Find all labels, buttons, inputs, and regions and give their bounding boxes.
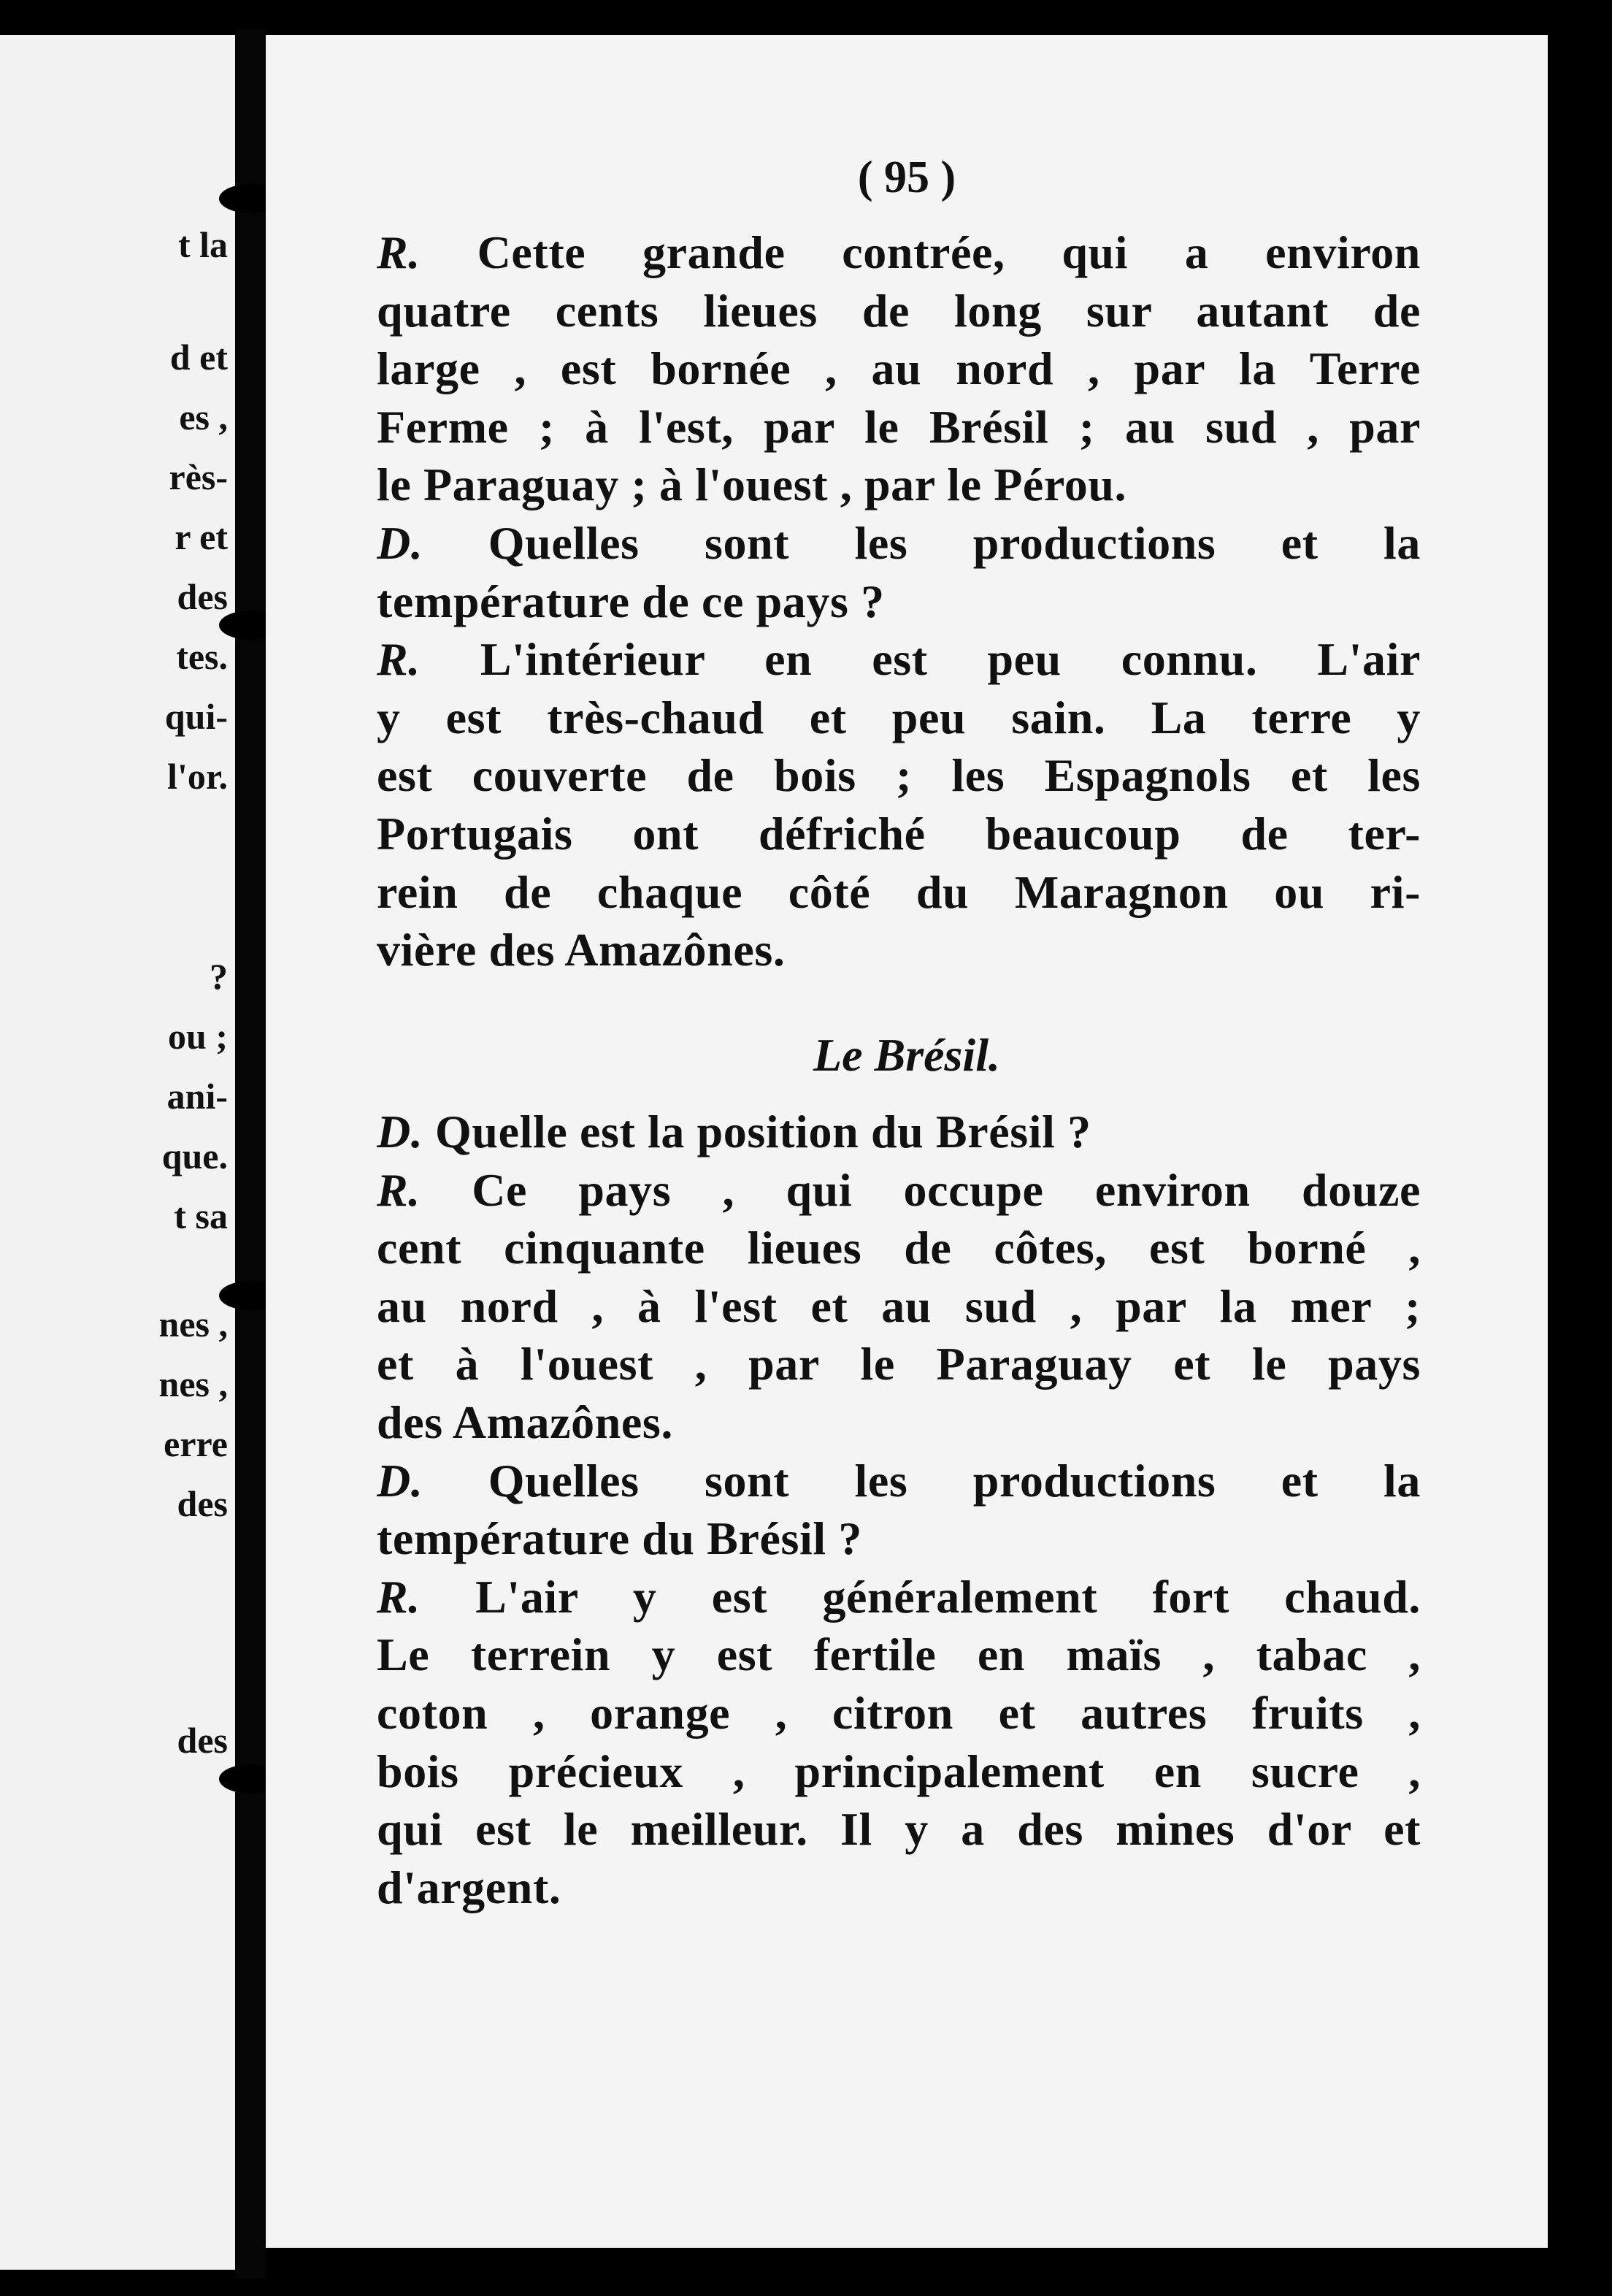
scan-border bbox=[1548, 0, 1612, 2296]
text-line: quatre cents lieues de long sur autant de bbox=[377, 284, 1421, 337]
left-page-text: t sa bbox=[174, 1195, 228, 1236]
text-line: y est très-chaud et peu sain. La terre y bbox=[377, 691, 1421, 743]
section-heading: Le Brésil. bbox=[813, 1029, 1000, 1081]
text-line: rein de chaque côté du Maragnon ou ri- bbox=[377, 865, 1421, 918]
text-line: R. L'air y est généralement fort chaud. bbox=[377, 1570, 1421, 1623]
page-number: ( 95 ) bbox=[857, 153, 956, 202]
left-page-text: nes , bbox=[158, 1304, 228, 1344]
text-line: Le terrein y est fertile en maïs , tabac , bbox=[377, 1629, 1421, 1681]
text-line: D. Quelles sont les productions et la bbox=[377, 1454, 1421, 1507]
text-line: température du Brésil ? bbox=[377, 1512, 862, 1565]
left-page-text: d et bbox=[169, 337, 228, 378]
text-line: cent cinquante lieues de côtes, est borné , bbox=[377, 1222, 1421, 1274]
left-page-text: t la bbox=[177, 224, 228, 265]
left-page-text: ou ; bbox=[168, 1016, 228, 1057]
text-line: R. Cette grande contrée, qui a environ bbox=[377, 226, 1421, 278]
left-page-text: qui- bbox=[164, 696, 228, 737]
text-line: Portugais ont défriché beaucoup de ter- bbox=[377, 807, 1421, 860]
left-page-text: ? bbox=[210, 956, 228, 997]
left-page-text: que. bbox=[161, 1136, 228, 1176]
text-line: au nord , à l'est et au sud , par la mer ; bbox=[377, 1279, 1421, 1332]
book-page bbox=[266, 35, 1548, 2248]
text-line: d'argent. bbox=[377, 1861, 561, 1913]
text-line: D. Quelles sont les productions et la bbox=[377, 516, 1421, 569]
left-page-text: des bbox=[177, 1720, 228, 1761]
text-line: bois précieux , principalement en sucre , bbox=[377, 1745, 1421, 1797]
text-line: le Paraguay ; à l'ouest , par le Pérou. bbox=[377, 459, 1127, 511]
text-line: vière des Amazônes. bbox=[377, 924, 786, 976]
left-page-text: tes. bbox=[176, 636, 228, 677]
text-line: Ferme ; à l'est, par le Brésil ; au sud , par bbox=[377, 400, 1421, 453]
left-page-text: rès- bbox=[169, 456, 228, 497]
left-page-text: l'or. bbox=[167, 756, 228, 797]
binding-gutter bbox=[235, 29, 266, 2278]
left-page-text: erre bbox=[164, 1423, 228, 1464]
text-line: large , est bornée , au nord , par la Terre bbox=[377, 343, 1421, 395]
left-page-text: r et bbox=[174, 516, 228, 557]
section-2-text bbox=[377, 1103, 1421, 1916]
text-line: des Amazônes. bbox=[377, 1396, 674, 1448]
left-page-text: nes , bbox=[158, 1363, 228, 1404]
left-page-text: des bbox=[177, 576, 228, 617]
text-line: R. L'intérieur en est peu connu. L'air bbox=[377, 633, 1421, 686]
text-line: est couverte de bois ; les Espagnols et les bbox=[377, 749, 1421, 802]
text-line: qui est le meilleur. Il y a des mines d'or et bbox=[377, 1803, 1421, 1856]
text-line: D. Quelle est la position du Brésil ? bbox=[377, 1106, 1091, 1157]
left-page-text: des bbox=[177, 1483, 228, 1524]
left-page-text: es , bbox=[179, 397, 228, 437]
left-page-text: ani- bbox=[166, 1076, 228, 1117]
text-line: température de ce pays ? bbox=[377, 575, 885, 627]
left-page-fragment bbox=[0, 35, 235, 2270]
text-line: et à l'ouest , par le Paraguay et le pays bbox=[377, 1338, 1421, 1390]
text-line: R. Ce pays , qui occupe environ douze bbox=[377, 1163, 1421, 1216]
text-line: coton , orange , citron et autres fruits , bbox=[377, 1686, 1421, 1739]
section-1-text bbox=[377, 223, 1421, 979]
